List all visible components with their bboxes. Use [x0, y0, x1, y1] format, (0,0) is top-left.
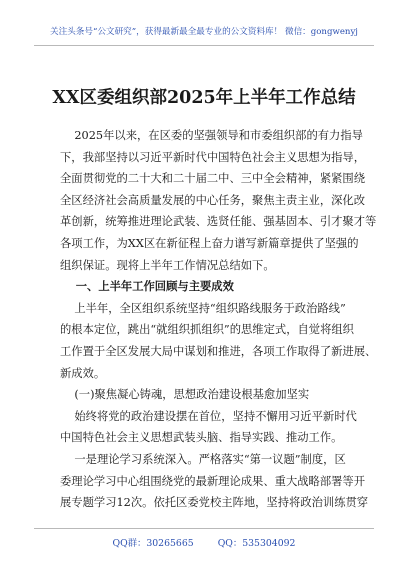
- body-line: 上半年，全区组织系统坚持“组织路线服务于政治路线”: [60, 301, 346, 315]
- body-line: 全区经济社会高质量发展的中心任务，聚焦主责主业，深化改: [60, 193, 366, 207]
- footer-qq: QQ：535304092: [217, 538, 296, 549]
- document-title: XX区委组织部2025年上半年工作总结: [52, 88, 356, 108]
- body-line: 展专题学习12次。依托区委党校主阵地，坚持将政治训练贯穿: [60, 496, 369, 510]
- body-line: 下，我部坚持以习近平新时代中国特色社会主义思想为指导，: [60, 150, 366, 164]
- header-promo-text: 关注头条号“公文研究”，获得最新最全最专业的公文资料库！ 微信：gongwenyj: [50, 27, 358, 37]
- body-line: 全面贯彻党的二十大和二十届二中、三中全会精神，紧紧围绕: [60, 172, 366, 186]
- footer-divider: [34, 528, 374, 529]
- body-line: 委理论学习中心组围绕党的最新理论成果、重大战略部署等开: [60, 474, 366, 488]
- subsection-heading: (一)聚焦凝心铸魂，思想政治建设根基愈加坚实: [60, 388, 310, 402]
- body-line: 组织保证。现将上半年工作情况总结如下。: [60, 258, 275, 272]
- body-line: 始终将党的政治建设摆在首位，坚持不懈用习近平新时代: [60, 409, 357, 423]
- footer-qq-group: QQ群：30265665: [112, 538, 194, 549]
- section-heading: 一、上半年工作回顾与主要成效: [60, 279, 234, 294]
- footer-contact: [0, 535, 408, 549]
- body-line: 的根本定位，跳出“就组织抓组织”的思维定式，自觉将组织: [60, 323, 354, 337]
- body-line: 工作置于全区发展大局中谋划和推进，各项工作取得了新进展、: [60, 344, 377, 358]
- body-line: 2025年以来，在区委的坚强领导和市委组织部的有力指导: [60, 129, 363, 142]
- header-divider: [34, 45, 374, 46]
- body-line: 新成效。: [60, 366, 106, 380]
- body-line: 中国特色社会主义思想武装头脑、指导实践、推动工作。: [60, 431, 343, 445]
- body-line: 一是理论学习系统深入。严格落实“第一议题”制度，区: [60, 452, 346, 466]
- body-line: 革创新，统筹推进理论武装、选贤任能、强基固本、引才聚才等: [60, 215, 377, 229]
- document-body: [60, 125, 377, 514]
- body-line: 各项工作，为XX区在新征程上奋力谱写新篇章提供了坚强的: [60, 236, 359, 250]
